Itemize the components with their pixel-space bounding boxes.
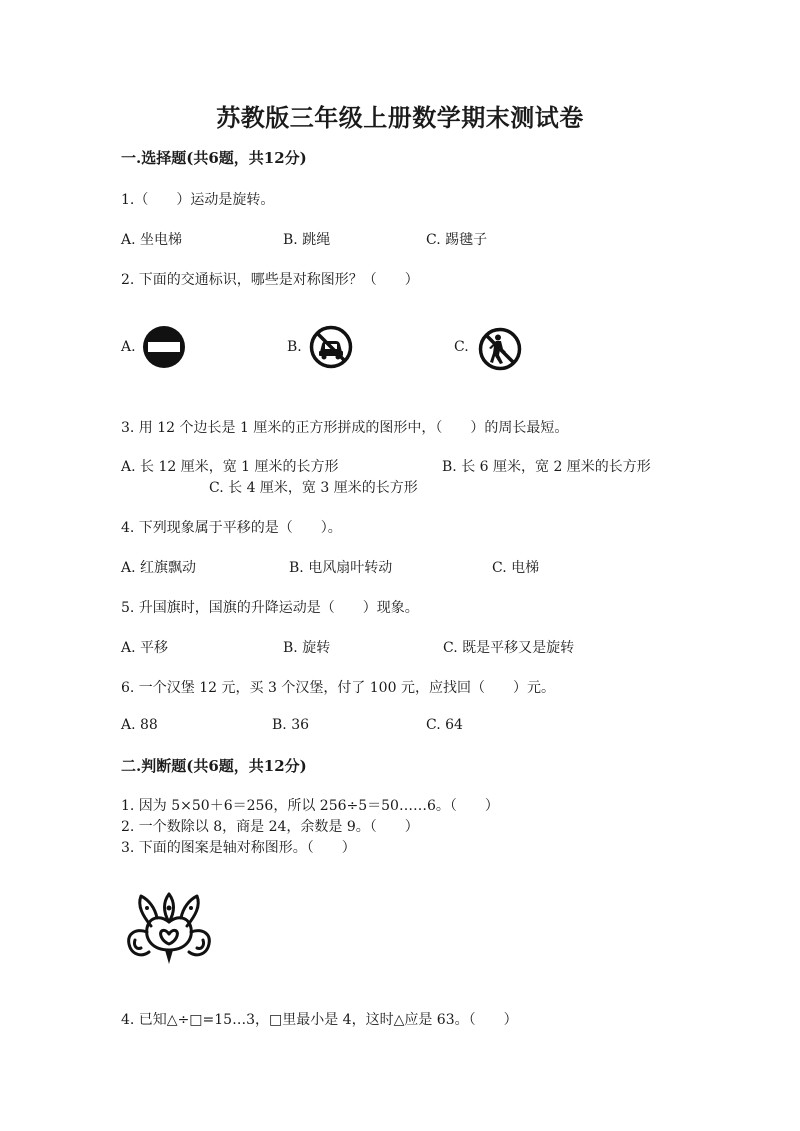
q4-option-a: A. 红旗飘动 (121, 560, 197, 576)
q6-option-b: B. 36 (272, 717, 310, 733)
judgment-3: 3. 下面的图案是轴对称图形。（ ） (121, 840, 356, 856)
q3-option-b: B. 长 6 厘米，宽 2 厘米的长方形 (442, 459, 651, 475)
judgment-2: 2. 一个数除以 8，商是 24，余数是 9。（ ） (121, 819, 419, 835)
q4-option-c: C. 电梯 (492, 560, 540, 576)
question-2: 2. 下面的交通标识，哪些是对称图形？（ ） (121, 272, 419, 288)
q2-option-a: A. (121, 339, 136, 355)
question-1: 1.（ ）运动是旋转。 (121, 192, 275, 208)
page-title: 苏教版三年级上册数学期末测试卷 (216, 103, 584, 132)
q5-option-a: A. 平移 (121, 640, 169, 656)
q3-option-c: C. 长 4 厘米，宽 3 厘米的长方形 (209, 480, 418, 496)
no-entry-sign-icon (142, 325, 186, 369)
no-pedestrian-sign-icon (478, 327, 522, 371)
question-6: 6. 一个汉堡 12 元，买 3 个汉堡，付了 100 元，应找回（ ）元。 (121, 680, 555, 696)
question-5: 5. 升国旗时，国旗的升降运动是（ ）现象。 (121, 600, 419, 616)
section-heading-choice: 一.选择题(共6题，共12分) (121, 149, 307, 167)
q4-option-b: B. 电风扇叶转动 (289, 560, 393, 576)
q5-option-b: B. 旋转 (283, 640, 331, 656)
q5-option-c: C. 既是平移又是旋转 (443, 640, 575, 656)
q6-option-a: A. 88 (121, 717, 158, 733)
q1-option-c: C. 踢毽子 (426, 232, 488, 248)
q1-option-b: B. 跳绳 (283, 232, 331, 248)
q2-option-b: B. (287, 339, 302, 355)
q2-option-c: C. (454, 339, 469, 355)
question-4: 4. 下列现象属于平移的是（ ）。 (121, 520, 342, 536)
flower-pattern-icon (123, 888, 215, 968)
judgment-4: 4. 已知△÷□=15…3，□里最小是 4，这时△应是 63。（ ） (121, 1012, 518, 1028)
q1-option-a: A. 坐电梯 (121, 232, 183, 248)
q3-option-a: A. 长 12 厘米，宽 1 厘米的长方形 (121, 459, 339, 475)
question-3: 3. 用 12 个边长是 1 厘米的正方形拼成的图形中，（ ）的周长最短。 (121, 420, 569, 436)
judgment-1: 1. 因为 5×50＋6＝256，所以 256÷5＝50……6。（ ） (121, 798, 499, 814)
section-heading-judgment: 二.判断题(共6题，共12分) (121, 757, 307, 775)
no-motor-vehicle-sign-icon (309, 325, 353, 369)
q6-option-c: C. 64 (426, 717, 463, 733)
